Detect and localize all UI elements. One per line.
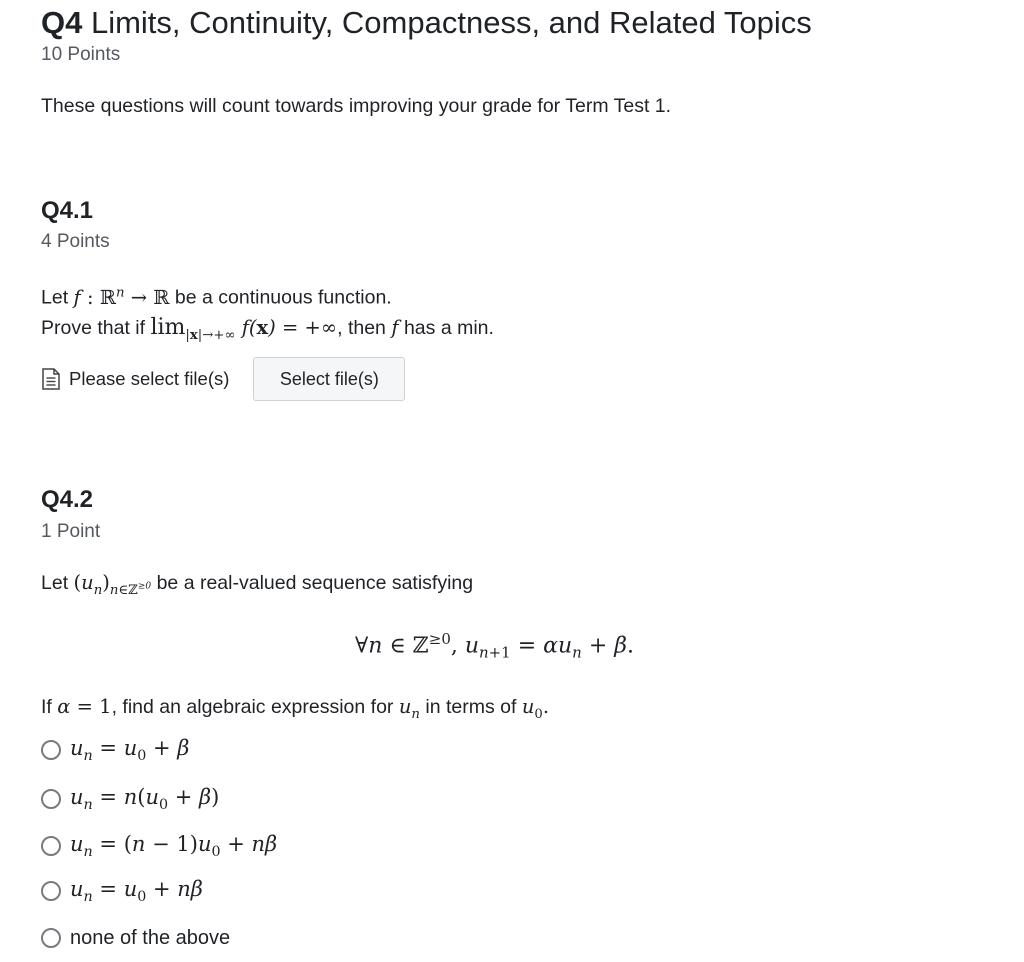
upload-label: Please select file(s)	[69, 368, 230, 389]
radio-icon[interactable]	[41, 881, 61, 901]
option-3[interactable]	[41, 829, 277, 863]
math-limit-expression: $\lim_{|x|\to+\infty} f(x)$ = +∞	[150, 315, 338, 343]
option-4[interactable]	[41, 874, 203, 908]
radio-icon[interactable]	[41, 836, 61, 856]
option-1-label: $u_n = u_0 + \beta$	[70, 735, 190, 765]
math-u0: $u_0$.	[521, 695, 550, 722]
radio-icon[interactable]	[41, 789, 61, 809]
subquestion-heading-q42: Q4.2	[41, 486, 94, 513]
option-3-label: $u_n = (n - 1)u_0 + n\beta$	[70, 831, 278, 861]
display-equation: ∀n ∈ ℤ$^{\ge 0}$, $u_{n+1} = \alpha u_n + \beta$.	[355, 630, 634, 662]
option-5[interactable]	[41, 921, 230, 955]
math-alpha-eq-1: α = 1	[57, 695, 112, 718]
math-f: f	[391, 316, 399, 339]
math-function-map: f : ℝ$^n$ → ℝ	[73, 285, 170, 309]
subquestion-heading-q41: Q4.1	[41, 197, 94, 224]
q42-ask: If α = 1, find an algebraic expression for $u_n$ in terms of $u_0$.	[41, 695, 550, 722]
option-5-label: none of the above	[70, 926, 231, 949]
subquestion-points-q41: 4 Points	[41, 231, 110, 252]
q42-statement: Let $(u_n)_{n\in ℤ^{\ge 0}}$ be a real-valued sequence satisfying	[41, 571, 474, 598]
math-sequence: $(u_n)_{n\in ℤ^{\ge 0}}$	[73, 571, 152, 598]
file-upload-row	[41, 358, 405, 400]
math-un: $u_n$	[398, 695, 420, 722]
radio-icon[interactable]	[41, 740, 61, 760]
question-description: These questions will count towards improving your grade for Term Test 1.	[41, 95, 672, 117]
option-4-label: $u_n = u_0 + n\beta$	[70, 876, 203, 906]
select-files-button[interactable]: Select file(s)	[253, 357, 405, 401]
q41-statement-line2: Prove that if $\lim_{|x|\to+\infty} f(x)$ = +∞, then f has a min.	[41, 315, 494, 343]
subquestion-points-q42: 1 Point	[41, 521, 101, 542]
question-points: 10 Points	[41, 44, 121, 65]
option-1[interactable]	[41, 733, 189, 767]
title-number: Q4	[41, 5, 83, 40]
radio-icon[interactable]	[41, 928, 61, 948]
document-icon	[41, 368, 61, 390]
q41-statement-line1: Let f : ℝ$^n$ → ℝ be a continuous function.	[41, 285, 392, 309]
title-text: Limits, Continuity, Compactness, and Related Topics	[82, 5, 812, 40]
option-2-label: $u_n = n(u_0 + \beta)$	[70, 784, 220, 814]
option-2[interactable]	[41, 782, 219, 816]
page-title	[41, 4, 812, 42]
